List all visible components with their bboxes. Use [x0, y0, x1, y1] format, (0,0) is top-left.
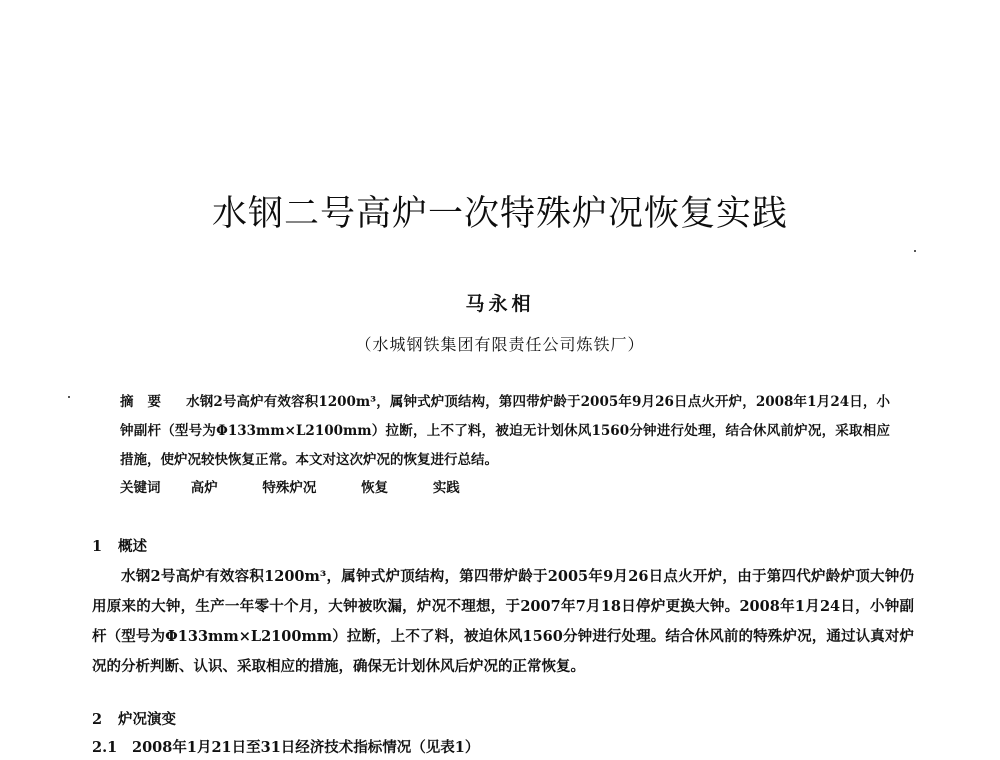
abstract-label: 摘要: [120, 394, 175, 410]
keywords: [120, 476, 500, 496]
keyword-item: 恢复: [361, 480, 389, 496]
subsection-2-1-number: 2.1: [92, 739, 118, 756]
scan-speck: [68, 396, 70, 398]
abstract-text: 水钢2号高炉有效容积1200m³，属钟式炉顶结构，第四带炉龄于2005年9月26日点火开炉，2008年1月24日，小钟副杆（型号为Φ133mm×L2100mm）拉断，上不了料，被迫无计划休风1560分钟进行处理，结合休风前炉况，采取相应措施，使炉况较快恢复正常。本文对这次炉况的恢复进行总结。: [120, 394, 890, 468]
paper-title: 水钢二号高炉一次特殊炉况恢复实践: [211, 194, 788, 234]
keyword-item: 特殊炉况: [262, 480, 317, 496]
scan-speck: [914, 250, 916, 252]
author-name: 马永相: [465, 293, 535, 315]
subsection-2-1-title: 2008年1月21日至31日经济技术指标情况（见表1）: [132, 739, 480, 756]
section-1-number: 1: [92, 538, 103, 555]
section-2-heading: [92, 708, 176, 729]
section-2-title: 炉况演变: [118, 711, 176, 728]
abstract: [120, 388, 890, 475]
section-1-title: 概述: [118, 538, 147, 555]
section-2-number: 2: [92, 711, 103, 728]
keyword-item: 实践: [432, 480, 460, 496]
section-1-body: 水钢2号高炉有效容积1200m³，属钟式炉顶结构，第四带炉龄于2005年9月26日点火开炉，由于第四代炉龄炉顶大钟仍用原来的大钟，生产一年零十个月，大钟被吹漏，炉况不理想，于2007年7月18日停炉更换大钟。2008年1月24日，小钟副杆（型号为Φ133mm×L2100mm）拉断，上不了料，被迫休风1560分钟进行处理。结合休风前的特殊炉况，通过认真对炉况的分析判断、认识、采取相应的措施，确保无计划休风后炉况的正常恢复。: [92, 568, 914, 675]
author-affiliation: （水城钢铁集团有限责任公司炼铁厂）: [355, 335, 645, 354]
section-1-heading: [92, 535, 147, 556]
keywords-label: 关键词: [120, 480, 161, 496]
keyword-item: 高炉: [190, 480, 218, 496]
subsection-2-1-heading: [92, 736, 479, 757]
